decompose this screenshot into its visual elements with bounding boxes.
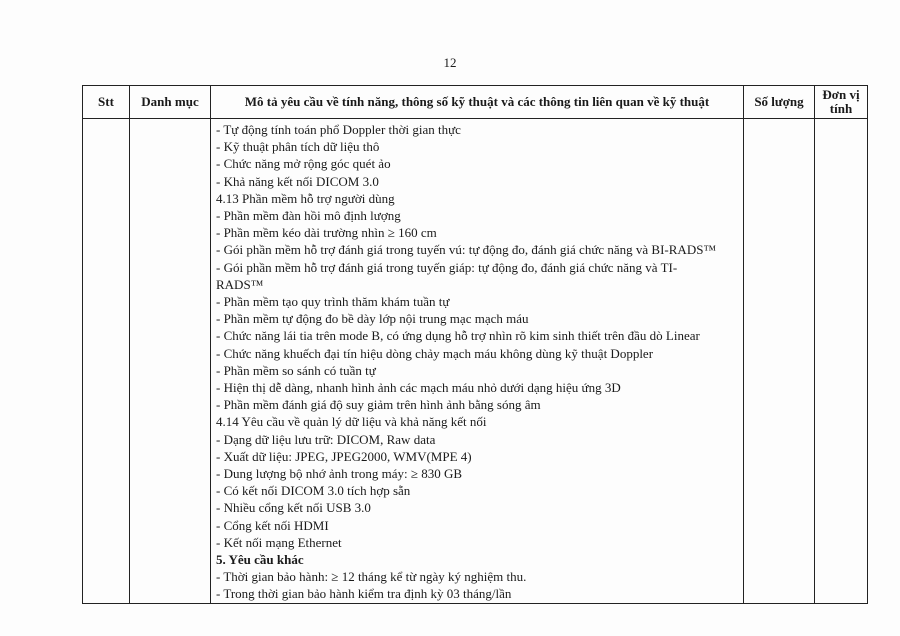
- section-heading-5: 5. Yêu cầu khác: [216, 552, 304, 568]
- desc-line: - Phần mềm đàn hồi mô định lượng: [216, 208, 401, 224]
- desc-line: - Phần mềm tạo quy trình thăm khám tuần tự: [216, 294, 450, 310]
- header-unit: [815, 86, 868, 119]
- header-unit-line1: Đơn vị: [822, 87, 860, 102]
- desc-line: - Khả năng kết nối DICOM 3.0: [216, 173, 379, 189]
- table-row: [83, 119, 868, 604]
- desc-line: - Phần mềm tự động đo bề dày lớp nội trung mạc mạch máu: [216, 311, 529, 327]
- desc-line: - Phần mềm đánh giá độ suy giảm trên hình ảnh bằng sóng âm: [216, 397, 541, 413]
- desc-line: - Dạng dữ liệu lưu trữ: DICOM, Raw data: [216, 431, 436, 447]
- cell-description: [211, 119, 744, 604]
- desc-line: - Gói phần mềm hỗ trợ đánh giá trong tuyến vú: tự động đo, đánh giá chức năng và BI-RADS™: [216, 242, 717, 258]
- cell-category: [130, 119, 211, 604]
- desc-line: - Kỹ thuật phân tích dữ liệu thô: [216, 139, 380, 155]
- desc-line: - Cổng kết nối HDMI: [216, 517, 329, 533]
- desc-line: RADS™: [216, 276, 264, 292]
- desc-line: - Dung lượng bộ nhớ ảnh trong máy: ≥ 830 GB: [216, 466, 463, 482]
- header-quantity: Số lượng: [744, 86, 815, 119]
- header-category: Danh mục: [130, 86, 211, 119]
- header-stt: Stt: [83, 86, 130, 119]
- header-unit-line2: tính: [829, 101, 853, 116]
- section-heading-4-14: 4.14 Yêu cầu về quản lý dữ liệu và khả năng kết nối: [216, 414, 487, 430]
- desc-line: - Có kết nối DICOM 3.0 tích hợp sẵn: [216, 483, 411, 499]
- cell-unit: [815, 119, 868, 604]
- desc-line: - Kết nối mạng Ethernet: [216, 534, 342, 550]
- page-number: 12: [443, 55, 457, 70]
- section-heading-4-13: 4.13 Phần mềm hỗ trợ người dùng: [216, 190, 395, 206]
- desc-line: - Tự động tính toán phổ Doppler thời gian thực: [216, 122, 461, 137]
- desc-line: - Chức năng khuếch đại tín hiệu dòng chảy mạch máu không dùng kỹ thuật Doppler: [216, 345, 654, 361]
- desc-line: - Nhiều cổng kết nối USB 3.0: [216, 500, 371, 516]
- desc-line: - Chức năng lái tia trên mode B, có ứng dụng hỗ trợ nhìn rõ kim sinh thiết trên đầu dò Linear: [216, 328, 700, 344]
- desc-line: - Trong thời gian bảo hành kiểm tra định kỳ 03 tháng/lần: [216, 586, 512, 602]
- desc-line: - Xuất dữ liệu: JPEG, JPEG2000, WMV(MPE 4): [216, 448, 472, 464]
- desc-line: - Thời gian bảo hành: ≥ 12 tháng kể từ ngày ký nghiệm thu.: [216, 569, 527, 585]
- desc-line: - Gói phần mềm hỗ trợ đánh giá trong tuyến giáp: tự động đo, đánh giá chức năng và TI-: [216, 259, 678, 275]
- desc-line: - Hiện thị dễ dàng, nhanh hình ảnh các mạch máu nhỏ dưới dạng hiệu ứng 3D: [216, 380, 621, 396]
- header-description: Mô tả yêu cầu về tính năng, thông số kỹ thuật và các thông tin liên quan về kỹ thuật: [211, 86, 744, 119]
- desc-line: - Phần mềm so sánh có tuần tự: [216, 362, 376, 378]
- desc-line: - Phần mềm kéo dài trường nhìn ≥ 160 cm: [216, 225, 437, 241]
- desc-line: - Chức năng mở rộng góc quét ảo: [216, 156, 391, 172]
- cell-quantity: [744, 119, 815, 604]
- cell-stt: [83, 119, 130, 604]
- table-header-row: [83, 86, 868, 119]
- specification-table: [82, 85, 868, 604]
